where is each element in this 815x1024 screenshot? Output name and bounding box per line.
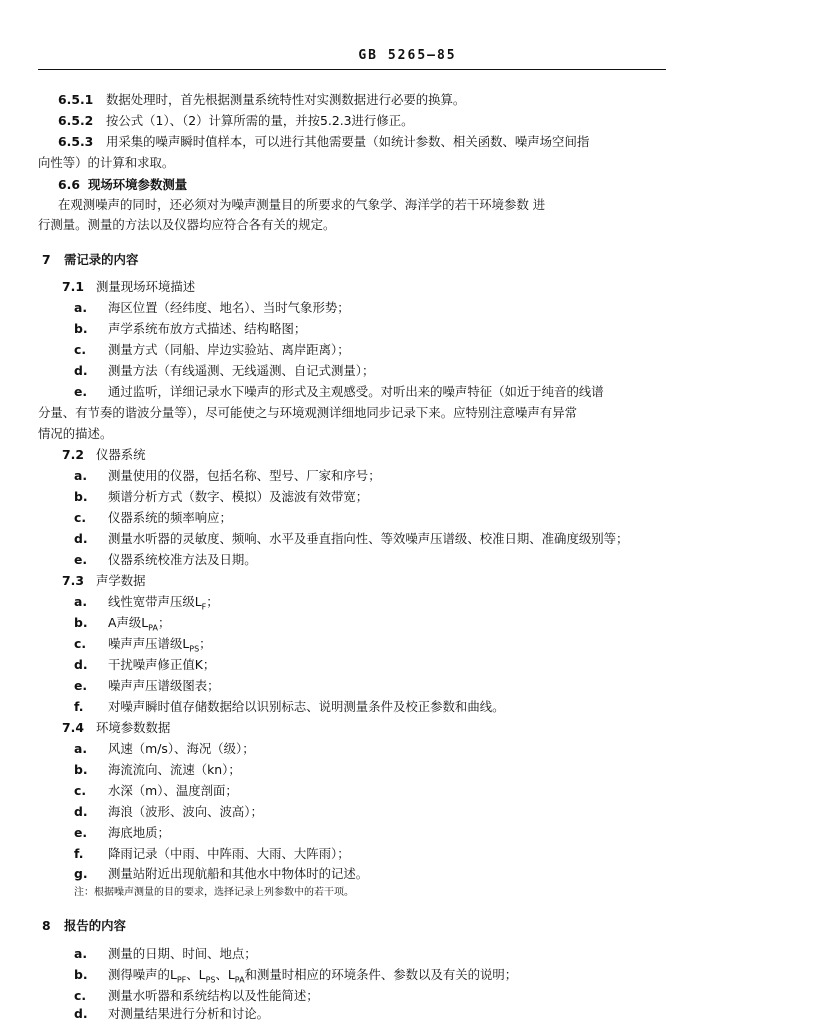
clause-6-5-1 bbox=[58, 92, 465, 108]
list-item bbox=[74, 762, 241, 778]
item-text: 海区位置（经纬度、地名）、当时气象形势； bbox=[108, 300, 350, 315]
item-label: c. bbox=[74, 988, 87, 1003]
list-item bbox=[74, 988, 319, 1004]
list-item bbox=[74, 363, 374, 379]
item-label: d. bbox=[74, 531, 88, 546]
subscript: PS bbox=[189, 644, 200, 654]
section-title: 报告的内容 bbox=[64, 918, 126, 933]
list-item bbox=[74, 468, 381, 484]
item-label: f. bbox=[74, 846, 84, 861]
clause-title: 环境参数数据 bbox=[96, 720, 171, 735]
item-label: a. bbox=[74, 946, 88, 961]
item-text: A声级L bbox=[108, 615, 149, 630]
list-item bbox=[74, 510, 232, 526]
item-label: c. bbox=[74, 510, 87, 525]
clause-7-3 bbox=[62, 573, 146, 589]
list-item bbox=[74, 552, 257, 568]
item-text: 降雨记录（中雨、中阵雨、大雨、大阵雨）； bbox=[108, 846, 350, 861]
item-label: d. bbox=[74, 1006, 88, 1021]
list-item bbox=[74, 594, 219, 615]
item-label: b. bbox=[74, 615, 88, 630]
section-number: 7 bbox=[42, 252, 51, 267]
paragraph-text: 行测量。测量的方法以及仪器均应符合各有关的规定。 bbox=[38, 217, 336, 232]
list-item bbox=[74, 846, 350, 862]
item-text: 仪器系统校准方法及日期。 bbox=[108, 552, 257, 567]
list-item bbox=[74, 300, 350, 316]
item-text: 分量、有节奏的谐波分量等），尽可能使之与环境观测详细地同步记录下来。应特别注意噪声有异常 bbox=[38, 405, 577, 420]
list-item bbox=[74, 866, 368, 882]
subscript: F bbox=[201, 602, 207, 612]
subscript: PS bbox=[205, 975, 216, 985]
item-label: b. bbox=[74, 762, 88, 777]
item-text: 噪声声压谱级图表； bbox=[108, 678, 220, 693]
clause-number: 7.3 bbox=[62, 573, 84, 588]
clause-number: 7.4 bbox=[62, 720, 84, 735]
list-item bbox=[74, 804, 263, 820]
item-text: 风速（m/s）、海况（级）； bbox=[108, 741, 255, 756]
item-label: b. bbox=[74, 321, 88, 336]
item-label: g. bbox=[74, 866, 88, 881]
clause-number: 7.1 bbox=[62, 279, 84, 294]
paragraph-line bbox=[38, 217, 335, 233]
item-text: 频谱分析方式（数字、模拟）及滤波有效带宽； bbox=[108, 489, 369, 504]
clause-6-6 bbox=[58, 177, 187, 193]
item-text: 海底地质； bbox=[108, 825, 170, 840]
clause-6-5-3 bbox=[58, 134, 589, 150]
item-label: d. bbox=[74, 657, 88, 672]
list-item bbox=[74, 636, 212, 657]
item-text: 通过监听，详细记录水下噪声的形式及主观感受。对听出来的噪声特征（如近于纯音的线谱 bbox=[108, 384, 604, 399]
clause-text: 向性等）的计算和求取。 bbox=[38, 155, 175, 170]
item-text: 对测量结果进行分析和讨论。 bbox=[108, 1006, 270, 1021]
clause-text: 用采集的噪声瞬时值样本，可以进行其他需要量（如统计参数、相关函数、噪声场空间指 bbox=[106, 134, 590, 149]
list-item bbox=[74, 531, 628, 547]
item-label: a. bbox=[74, 468, 88, 483]
item-text: 测量水听器和系统结构以及性能简述； bbox=[108, 988, 319, 1003]
list-item bbox=[74, 657, 215, 673]
list-item bbox=[74, 741, 255, 757]
list-item bbox=[74, 615, 170, 636]
clause-text: 按公式（1）、（2）计算所需的量，并按5.2.3进行修正。 bbox=[106, 113, 414, 128]
section-8-heading bbox=[42, 918, 126, 934]
clause-number: 7.2 bbox=[62, 447, 84, 462]
item-label: b. bbox=[74, 489, 88, 504]
subscript: PF bbox=[176, 975, 187, 985]
clause-6-5-3-cont bbox=[38, 155, 174, 171]
item-label: a. bbox=[74, 300, 88, 315]
list-item bbox=[74, 699, 505, 715]
clause-number: 6.5.1 bbox=[58, 92, 94, 107]
item-label: e. bbox=[74, 384, 88, 399]
clause-title: 仪器系统 bbox=[96, 447, 146, 462]
clause-text: 数据处理时，首先根据测量系统特性对实测数据进行必要的换算。 bbox=[106, 92, 466, 107]
item-label: b. bbox=[74, 967, 88, 982]
item-text: 、L bbox=[215, 967, 235, 982]
item-label: e. bbox=[74, 552, 88, 567]
clause-title: 现场环境参数测量 bbox=[88, 177, 188, 192]
item-text: 仪器系统的频率响应； bbox=[108, 510, 232, 525]
section-title: 需记录的内容 bbox=[64, 252, 139, 267]
item-text: 噪声声压谱级L bbox=[108, 636, 190, 651]
paragraph-line bbox=[58, 197, 545, 213]
item-text: 、L bbox=[186, 967, 206, 982]
clause-number: 6.5.2 bbox=[58, 113, 94, 128]
item-text: 测量方式（同船、岸边实验站、离岸距离）； bbox=[108, 342, 350, 357]
list-item bbox=[74, 384, 604, 400]
item-text-tail: ； bbox=[199, 636, 212, 651]
clause-number: 6.5.3 bbox=[58, 134, 94, 149]
item-text: 海流流向、流速（kn）； bbox=[108, 762, 241, 777]
section-7-heading bbox=[42, 252, 138, 268]
item-label: c. bbox=[74, 636, 87, 651]
clause-number: 6.6 bbox=[58, 177, 80, 192]
subscript: PA bbox=[234, 975, 245, 985]
item-text: 对噪声瞬时值存储数据给以识别标志、说明测量条件及校正参数和曲线。 bbox=[108, 699, 505, 714]
list-item bbox=[74, 1006, 269, 1022]
item-text: 情况的描述。 bbox=[38, 426, 113, 441]
item-text: 干扰噪声修正值K； bbox=[108, 657, 216, 672]
item-label: f. bbox=[74, 699, 84, 714]
list-item bbox=[74, 678, 220, 694]
clause-7-1 bbox=[62, 279, 195, 295]
list-item bbox=[74, 967, 517, 988]
paragraph-text: 在观测噪声的同时，还必须对为噪声测量目的所要求的气象学、海洋学的若干环境参数 进 bbox=[58, 197, 546, 212]
item-text-tail: ； bbox=[206, 594, 219, 609]
clause-7-2 bbox=[62, 447, 146, 463]
note-text: 注：根据噪声测量的目的要求，选择记录上列参数中的若干项。 bbox=[74, 887, 354, 898]
item-text: 线性宽带声压级L bbox=[108, 594, 202, 609]
item-text: 测量使用的仪器，包括名称、型号、厂家和序号； bbox=[108, 468, 381, 483]
clause-6-5-2 bbox=[58, 113, 414, 129]
clause-7-4 bbox=[62, 720, 170, 736]
item-text: 水深（m）、温度剖面； bbox=[108, 783, 238, 798]
item-text-tail: ； bbox=[157, 615, 171, 630]
header-rule bbox=[38, 69, 666, 70]
item-label: a. bbox=[74, 741, 88, 756]
item-label: c. bbox=[74, 342, 87, 357]
list-item bbox=[74, 946, 257, 962]
list-item-cont bbox=[38, 405, 577, 421]
item-label: a. bbox=[74, 594, 88, 609]
item-label: e. bbox=[74, 825, 88, 840]
note-line bbox=[74, 885, 354, 901]
list-item bbox=[74, 489, 368, 505]
item-text: 测量站附近出现航船和其他水中物体时的记述。 bbox=[108, 866, 369, 881]
list-item-cont bbox=[38, 426, 112, 442]
item-label: d. bbox=[74, 363, 88, 378]
subscript: PA bbox=[148, 623, 158, 633]
list-item bbox=[74, 321, 306, 337]
clause-title: 测量现场环境描述 bbox=[96, 279, 196, 294]
list-item bbox=[74, 342, 350, 358]
item-text: 海浪（波形、波向、波高）； bbox=[108, 804, 263, 819]
item-text: 测量水听器的灵敏度、频响、水平及垂直指向性、等效噪声压谱级、校准日期、准确度级别等； bbox=[108, 531, 629, 546]
item-text: 声学系统布放方式描述、结构略图； bbox=[108, 321, 307, 336]
item-text: 和测量时相应的环境条件、参数以及有关的说明； bbox=[244, 967, 518, 982]
item-label: c. bbox=[74, 783, 87, 798]
item-label: e. bbox=[74, 678, 88, 693]
section-number: 8 bbox=[42, 918, 51, 933]
item-text: 测量方法（有线遥测、无线遥测、自记式测量）； bbox=[108, 363, 375, 378]
item-label: d. bbox=[74, 804, 88, 819]
clause-title: 声学数据 bbox=[96, 573, 146, 588]
page-header: GB 5265—85 bbox=[358, 48, 457, 63]
list-item bbox=[74, 783, 238, 799]
item-text: 测得噪声的L bbox=[108, 967, 177, 982]
list-item bbox=[74, 825, 170, 841]
item-text: 测量的日期、时间、地点； bbox=[108, 946, 257, 961]
